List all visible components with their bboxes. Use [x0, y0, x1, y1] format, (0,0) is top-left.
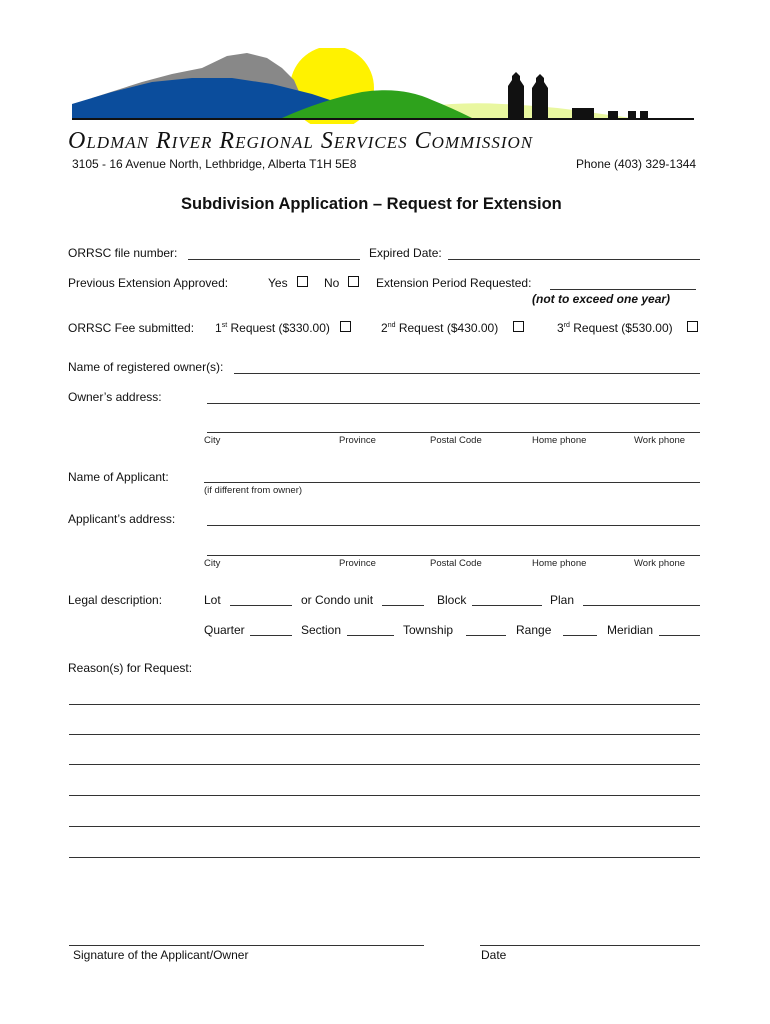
applicant-city-line[interactable]: [207, 555, 700, 556]
reasons-line-4[interactable]: [69, 795, 700, 796]
applicant-postal-caption: Postal Code: [430, 558, 482, 569]
block-label: Block: [437, 593, 467, 607]
lot-field[interactable]: [230, 605, 292, 606]
fee-1-text: Request ($330.00): [227, 321, 330, 335]
logo-grain-elevator-2: [532, 74, 548, 118]
applicant-province-caption: Province: [339, 558, 376, 569]
lot-label: Lot: [204, 593, 221, 607]
applicant-name-field[interactable]: [204, 482, 700, 483]
fee-2-checkbox[interactable]: [513, 321, 524, 332]
reasons-line-5[interactable]: [69, 826, 700, 827]
prev-extension-label: Previous Extension Approved:: [68, 276, 229, 290]
fee-1-checkbox[interactable]: [340, 321, 351, 332]
fee-1-number: 1: [215, 321, 222, 335]
orrsc-logo: [72, 48, 696, 124]
signature-label: Signature of the Applicant/Owner: [73, 948, 249, 962]
expired-date-field[interactable]: [448, 259, 700, 260]
owner-city-line[interactable]: [207, 432, 700, 433]
signature-field[interactable]: [69, 945, 424, 946]
no-checkbox[interactable]: [348, 276, 359, 287]
reasons-line-2[interactable]: [69, 734, 700, 735]
fee-2-suffix: nd: [387, 322, 396, 329]
if-different-note: (if different from owner): [204, 485, 303, 496]
fee-1-suffix: st: [221, 322, 228, 329]
org-address: 3105 - 16 Avenue North, Lethbridge, Alberta T1H 5E8: [72, 157, 357, 171]
range-label: Range: [516, 623, 552, 637]
fee-3-text: Request ($530.00): [569, 321, 673, 335]
quarter-field[interactable]: [250, 635, 292, 636]
meridian-field[interactable]: [659, 635, 700, 636]
applicant-address-label: Applicant’s address:: [68, 512, 176, 526]
file-number-field[interactable]: [188, 259, 360, 260]
reasons-line-1[interactable]: [69, 704, 700, 705]
owner-address-label: Owner’s address:: [68, 390, 162, 404]
applicant-city-caption: City: [204, 558, 221, 569]
expired-date-label: Expired Date:: [369, 246, 442, 260]
section-field[interactable]: [347, 635, 394, 636]
applicant-name-label: Name of Applicant:: [68, 470, 169, 484]
quarter-label: Quarter: [204, 623, 245, 637]
owner-name-field[interactable]: [234, 373, 700, 374]
range-field[interactable]: [563, 635, 597, 636]
org-name: Oldman River Regional Services Commission: [68, 128, 534, 154]
no-label: No: [324, 276, 340, 290]
logo-grain-elevator-1: [508, 72, 524, 118]
not-exceed-note: (not to exceed one year): [532, 292, 671, 306]
block-field[interactable]: [472, 605, 542, 606]
logo-building-2: [608, 111, 618, 118]
owner-postal-caption: Postal Code: [430, 435, 482, 446]
section-label: Section: [301, 623, 342, 637]
fee-label: ORRSC Fee submitted:: [68, 321, 195, 335]
applicant-home-phone-caption: Home phone: [532, 558, 587, 569]
yes-label: Yes: [268, 276, 288, 290]
owner-name-label: Name of registered owner(s):: [68, 360, 224, 374]
fee-3-number: 3: [557, 321, 564, 335]
owner-address-field[interactable]: [207, 403, 700, 404]
file-number-label: ORRSC file number:: [68, 246, 178, 260]
legal-description-label: Legal description:: [68, 593, 163, 607]
owner-province-caption: Province: [339, 435, 376, 446]
yes-checkbox[interactable]: [297, 276, 308, 287]
reasons-line-3[interactable]: [69, 764, 700, 765]
reasons-line-6[interactable]: [69, 857, 700, 858]
logo-building-4: [640, 111, 648, 118]
condo-unit-field[interactable]: [382, 605, 424, 606]
owner-home-phone-caption: Home phone: [532, 435, 587, 446]
fee-2-label: [381, 321, 498, 335]
condo-unit-label: or Condo unit: [301, 593, 374, 607]
plan-field[interactable]: [583, 605, 700, 606]
township-field[interactable]: [466, 635, 506, 636]
plan-label: Plan: [550, 593, 575, 607]
owner-work-phone-caption: Work phone: [634, 435, 686, 446]
reasons-label: Reason(s) for Request:: [68, 661, 193, 675]
fee-3-suffix: rd: [563, 322, 570, 329]
logo-building-3: [628, 111, 636, 118]
fee-1-label: [215, 321, 330, 335]
extension-period-field[interactable]: [550, 289, 696, 290]
date-label: Date: [481, 948, 507, 962]
date-field[interactable]: [480, 945, 700, 946]
logo-baseline: [72, 118, 694, 120]
fee-3-checkbox[interactable]: [687, 321, 698, 332]
meridian-label: Meridian: [607, 623, 654, 637]
form-title: Subdivision Application – Request for Extension: [181, 195, 562, 213]
extension-period-label: Extension Period Requested:: [376, 276, 532, 290]
fee-2-number: 2: [381, 321, 388, 335]
fee-2-text: Request ($430.00): [395, 321, 499, 335]
fee-3-label: [557, 321, 673, 335]
logo-building: [572, 108, 594, 118]
owner-city-caption: City: [204, 435, 221, 446]
org-phone: Phone (403) 329-1344: [576, 157, 697, 171]
applicant-work-phone-caption: Work phone: [634, 558, 686, 569]
applicant-address-field[interactable]: [207, 525, 700, 526]
township-label: Township: [403, 623, 454, 637]
